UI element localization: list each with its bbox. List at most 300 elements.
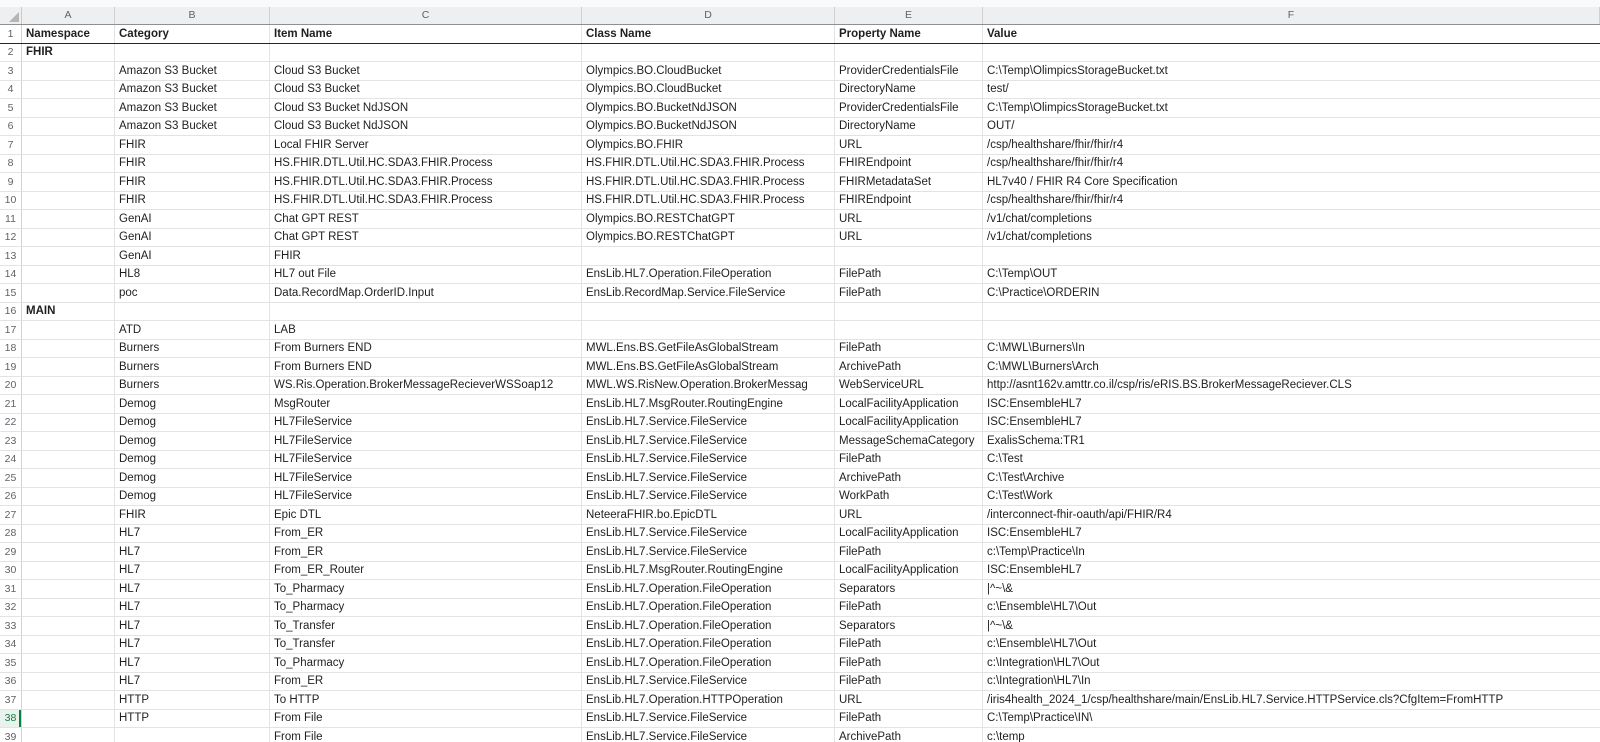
cell-F1[interactable]: Value [987, 27, 1018, 40]
cell-F18[interactable]: C:\MWL\Burners\In [987, 342, 1085, 355]
cell-B7[interactable]: FHIR [115, 136, 270, 154]
cell-B24[interactable]: Demog [115, 451, 270, 469]
table-row [0, 340, 1600, 359]
cell-C21[interactable]: MsgRouter [270, 395, 582, 413]
cell-C14[interactable]: HL7 out File [270, 266, 582, 284]
cell-D7[interactable]: Olympics.BO.FHIR [582, 136, 835, 154]
cell-C5[interactable]: Cloud S3 Bucket NdJSON [270, 99, 582, 117]
row-number[interactable]: 13 [0, 247, 22, 265]
cell-E30[interactable]: LocalFacilityApplication [835, 562, 983, 580]
cell-C32[interactable]: To_Pharmacy [270, 599, 582, 617]
table-row [0, 303, 1600, 322]
cell-E16[interactable] [835, 303, 983, 321]
table-row [0, 673, 1600, 692]
cell-A23[interactable] [22, 432, 115, 450]
cell-F23[interactable]: ExalisSchema:TR1 [987, 434, 1085, 447]
cell-B28[interactable]: HL7 [115, 525, 270, 543]
cell-B31[interactable]: HL7 [115, 580, 270, 598]
row-number[interactable]: 37 [0, 691, 22, 709]
cell-D20[interactable]: MWL.WS.RisNew.Operation.BrokerMessag [582, 377, 835, 395]
cell-E15[interactable]: FilePath [835, 284, 983, 302]
cell-F30[interactable]: ISC:EnsembleHL7 [987, 564, 1082, 577]
table-row [0, 728, 1600, 742]
cell-B33[interactable]: HL7 [115, 617, 270, 635]
row-number[interactable]: 9 [0, 173, 22, 191]
cell-A7[interactable] [22, 136, 115, 154]
cell-A24[interactable] [22, 451, 115, 469]
cell-C36[interactable]: From_ER [270, 673, 582, 691]
table-row [0, 358, 1600, 377]
cell-C1[interactable]: Item Name [270, 25, 582, 43]
cell-D8[interactable]: HS.FHIR.DTL.Util.HC.SDA3.FHIR.Process [582, 155, 835, 173]
row-number[interactable]: 29 [0, 543, 22, 561]
cell-D5[interactable]: Olympics.BO.BucketNdJSON [582, 99, 835, 117]
row-number[interactable]: 21 [0, 395, 22, 413]
row-number[interactable]: 1 [0, 25, 22, 43]
cell-A16[interactable]: MAIN [22, 303, 115, 321]
cell-F25[interactable]: C:\Test\Archive [987, 471, 1065, 484]
cell-F35[interactable]: c:\Integration\HL7\Out [987, 656, 1100, 669]
cell-C17[interactable]: LAB [270, 321, 582, 339]
row-number[interactable]: 7 [0, 136, 22, 154]
cell-D10[interactable]: HS.FHIR.DTL.Util.HC.SDA3.FHIR.Process [582, 192, 835, 210]
cell-C29[interactable]: From_ER [270, 543, 582, 561]
cell-F15[interactable]: C:\Practice\ORDERIN [987, 286, 1100, 299]
cell-C9[interactable]: HS.FHIR.DTL.Util.HC.SDA3.FHIR.Process [270, 173, 582, 191]
cell-E34[interactable]: FilePath [835, 636, 983, 654]
cell-F17[interactable] [983, 321, 1600, 339]
cell-B35[interactable]: HL7 [115, 654, 270, 672]
cell-C23[interactable]: HL7FileService [270, 432, 582, 450]
cell-D4[interactable]: Olympics.BO.CloudBucket [582, 81, 835, 99]
column-header-F[interactable]: F [983, 7, 1600, 24]
table-row [0, 81, 1600, 100]
cell-F11[interactable]: /v1/chat/completions [987, 212, 1092, 225]
row-number[interactable]: 24 [0, 451, 22, 469]
cell-B9[interactable]: FHIR [115, 173, 270, 191]
cell-C27[interactable]: Epic DTL [270, 506, 582, 524]
cell-C28[interactable]: From_ER [270, 525, 582, 543]
cell-D30[interactable]: EnsLib.HL7.MsgRouter.RoutingEngine [582, 562, 835, 580]
cell-F3[interactable]: C:\Temp\OlimpicsStorageBucket.txt [987, 64, 1168, 77]
row-number[interactable]: 22 [0, 414, 22, 432]
cell-A20[interactable] [22, 377, 115, 395]
cell-D35[interactable]: EnsLib.HL7.Operation.FileOperation [582, 654, 835, 672]
cell-E19[interactable]: ArchivePath [835, 358, 983, 376]
cell-B38[interactable]: HTTP [115, 710, 270, 728]
cell-E18[interactable]: FilePath [835, 340, 983, 358]
cell-C3[interactable]: Cloud S3 Bucket [270, 62, 582, 80]
row-number[interactable]: 6 [0, 118, 22, 136]
cell-C30[interactable]: From_ER_Router [270, 562, 582, 580]
row-number[interactable]: 17 [0, 321, 22, 339]
cell-F7[interactable]: /csp/healthshare/fhir/fhir/r4 [987, 138, 1124, 151]
cell-A30[interactable] [22, 562, 115, 580]
cell-F16[interactable] [983, 303, 1600, 321]
cell-E25[interactable]: ArchivePath [835, 469, 983, 487]
cell-D33[interactable]: EnsLib.HL7.Operation.FileOperation [582, 617, 835, 635]
cell-F31[interactable]: |^~\& [987, 582, 1013, 595]
column-header-A[interactable]: A [22, 7, 115, 24]
cell-A29[interactable] [22, 543, 115, 561]
cell-E35[interactable]: FilePath [835, 654, 983, 672]
cell-C34[interactable]: To_Transfer [270, 636, 582, 654]
cell-F27[interactable]: /interconnect-fhir-oauth/api/FHIR/R4 [987, 508, 1172, 521]
cell-C31[interactable]: To_Pharmacy [270, 580, 582, 598]
cell-C38[interactable]: From File [270, 710, 582, 728]
cell-A17[interactable] [22, 321, 115, 339]
cell-D28[interactable]: EnsLib.HL7.Service.FileService [582, 525, 835, 543]
cell-A22[interactable] [22, 414, 115, 432]
cell-C24[interactable]: HL7FileService [270, 451, 582, 469]
row-number[interactable]: 27 [0, 506, 22, 524]
row-number[interactable]: 31 [0, 580, 22, 598]
row-number[interactable]: 15 [0, 284, 22, 302]
cell-E26[interactable]: WorkPath [835, 488, 983, 506]
cell-D39[interactable]: EnsLib.HL7.Service.FileService [582, 728, 835, 742]
cell-F2[interactable] [983, 44, 1600, 62]
cell-A15[interactable] [22, 284, 115, 302]
cell-E32[interactable]: FilePath [835, 599, 983, 617]
column-header-D[interactable]: D [582, 7, 835, 24]
cell-F10[interactable]: /csp/healthshare/fhir/fhir/r4 [987, 194, 1124, 207]
cell-D23[interactable]: EnsLib.HL7.Service.FileService [582, 432, 835, 450]
cell-E20[interactable]: WebServiceURL [835, 377, 983, 395]
cell-D34[interactable]: EnsLib.HL7.Operation.FileOperation [582, 636, 835, 654]
cell-C19[interactable]: From Burners END [270, 358, 582, 376]
cell-E39[interactable]: ArchivePath [835, 728, 983, 742]
cell-A35[interactable] [22, 654, 115, 672]
cell-D21[interactable]: EnsLib.HL7.MsgRouter.RoutingEngine [582, 395, 835, 413]
cell-D2[interactable] [582, 44, 835, 62]
cell-A13[interactable] [22, 247, 115, 265]
cell-A5[interactable] [22, 99, 115, 117]
cell-A6[interactable] [22, 118, 115, 136]
cell-F33[interactable]: |^~\& [987, 619, 1013, 632]
cell-A31[interactable] [22, 580, 115, 598]
select-all-corner[interactable] [0, 7, 22, 24]
row-number[interactable]: 11 [0, 210, 22, 228]
cell-B3[interactable]: Amazon S3 Bucket [115, 62, 270, 80]
cell-B14[interactable]: HL8 [115, 266, 270, 284]
cell-D11[interactable]: Olympics.BO.RESTChatGPT [582, 210, 835, 228]
cell-F32[interactable]: c:\Ensemble\HL7\Out [987, 601, 1097, 614]
cell-C25[interactable]: HL7FileService [270, 469, 582, 487]
cell-B2[interactable] [115, 44, 270, 62]
cell-E11[interactable]: URL [835, 210, 983, 228]
cell-F21[interactable]: ISC:EnsembleHL7 [987, 397, 1082, 410]
cell-E10[interactable]: FHIREndpoint [835, 192, 983, 210]
row-number[interactable]: 30 [0, 562, 22, 580]
cell-B26[interactable]: Demog [115, 488, 270, 506]
cell-B32[interactable]: HL7 [115, 599, 270, 617]
table-row [0, 451, 1600, 470]
cell-D27[interactable]: NeteeraFHIR.bo.EpicDTL [582, 506, 835, 524]
cell-D37[interactable]: EnsLib.HL7.Operation.HTTPOperation [582, 691, 835, 709]
cell-E17[interactable] [835, 321, 983, 339]
cell-E37[interactable]: URL [835, 691, 983, 709]
cell-B25[interactable]: Demog [115, 469, 270, 487]
cell-B34[interactable]: HL7 [115, 636, 270, 654]
table-row [0, 562, 1600, 581]
cell-C7[interactable]: Local FHIR Server [270, 136, 582, 154]
row-number[interactable]: 36 [0, 673, 22, 691]
cell-D3[interactable]: Olympics.BO.CloudBucket [582, 62, 835, 80]
column-header-B[interactable]: B [115, 7, 270, 24]
cell-E14[interactable]: FilePath [835, 266, 983, 284]
cell-D15[interactable]: EnsLib.RecordMap.Service.FileService [582, 284, 835, 302]
cell-C15[interactable]: Data.RecordMap.OrderID.Input [270, 284, 582, 302]
table-row [0, 25, 1600, 44]
cell-F14[interactable]: C:\Temp\OUT [987, 268, 1058, 281]
table-row [0, 636, 1600, 655]
cell-B21[interactable]: Demog [115, 395, 270, 413]
row-number[interactable]: 18 [0, 340, 22, 358]
cell-B10[interactable]: FHIR [115, 192, 270, 210]
cell-D29[interactable]: EnsLib.HL7.Service.FileService [582, 543, 835, 561]
cell-F28[interactable]: ISC:EnsembleHL7 [987, 527, 1082, 540]
cell-F26[interactable]: C:\Test\Work [987, 490, 1053, 503]
cell-C16[interactable] [270, 303, 582, 321]
cell-C20[interactable]: WS.Ris.Operation.BrokerMessageRecieverWSSoap12 [270, 377, 582, 395]
row-number[interactable]: 33 [0, 617, 22, 635]
cell-F19[interactable]: C:\MWL\Burners\Arch [987, 360, 1099, 373]
cell-A3[interactable] [22, 62, 115, 80]
cell-C22[interactable]: HL7FileService [270, 414, 582, 432]
table-row [0, 377, 1600, 396]
cell-D19[interactable]: MWL.Ens.BS.GetFileAsGlobalStream [582, 358, 835, 376]
cell-B17[interactable]: ATD [115, 321, 270, 339]
cell-B20[interactable]: Burners [115, 377, 270, 395]
cell-C2[interactable] [270, 44, 582, 62]
cell-D24[interactable]: EnsLib.HL7.Service.FileService [582, 451, 835, 469]
cell-E3[interactable]: ProviderCredentialsFile [835, 62, 983, 80]
row-number[interactable]: 5 [0, 99, 22, 117]
cell-D17[interactable] [582, 321, 835, 339]
row-number[interactable]: 23 [0, 432, 22, 450]
cell-F36[interactable]: c:\Integration\HL7\In [987, 675, 1091, 688]
table-row [0, 710, 1600, 729]
cell-B4[interactable]: Amazon S3 Bucket [115, 81, 270, 99]
cell-A18[interactable] [22, 340, 115, 358]
row-number[interactable]: 8 [0, 155, 22, 173]
cell-C39[interactable]: From File [270, 728, 582, 742]
cell-D16[interactable] [582, 303, 835, 321]
cell-A38[interactable] [22, 710, 115, 728]
cell-B13[interactable]: GenAI [115, 247, 270, 265]
cell-B29[interactable]: HL7 [115, 543, 270, 561]
cell-A19[interactable] [22, 358, 115, 376]
cell-E2[interactable] [835, 44, 983, 62]
row-number[interactable]: 26 [0, 488, 22, 506]
cell-A33[interactable] [22, 617, 115, 635]
cell-A11[interactable] [22, 210, 115, 228]
row-number[interactable]: 39 [0, 728, 22, 742]
cell-F22[interactable]: ISC:EnsembleHL7 [987, 416, 1082, 429]
cell-C6[interactable]: Cloud S3 Bucket NdJSON [270, 118, 582, 136]
select-all-triangle-icon [9, 12, 19, 22]
row-number[interactable]: 16 [0, 303, 22, 321]
cell-C26[interactable]: HL7FileService [270, 488, 582, 506]
cell-E12[interactable]: URL [835, 229, 983, 247]
cell-E4[interactable]: DirectoryName [835, 81, 983, 99]
cell-A32[interactable] [22, 599, 115, 617]
cell-B5[interactable]: Amazon S3 Bucket [115, 99, 270, 117]
cell-C18[interactable]: From Burners END [270, 340, 582, 358]
cell-F12[interactable]: /v1/chat/completions [987, 231, 1092, 244]
cell-A2[interactable]: FHIR [22, 44, 115, 62]
cell-A1[interactable]: Namespace [22, 25, 115, 43]
cell-A36[interactable] [22, 673, 115, 691]
cell-F4[interactable]: test/ [987, 83, 1009, 96]
row-number[interactable]: 10 [0, 192, 22, 210]
cell-A28[interactable] [22, 525, 115, 543]
row-number[interactable]: 2 [0, 44, 22, 62]
row-number[interactable]: 12 [0, 229, 22, 247]
cell-A14[interactable] [22, 266, 115, 284]
cell-F39[interactable]: c:\temp [987, 730, 1025, 742]
cell-E1[interactable]: Property Name [835, 25, 983, 43]
cell-C12[interactable]: Chat GPT REST [270, 229, 582, 247]
cell-C13[interactable]: FHIR [270, 247, 582, 265]
cell-E13[interactable] [835, 247, 983, 265]
cell-B30[interactable]: HL7 [115, 562, 270, 580]
row-number[interactable]: 28 [0, 525, 22, 543]
cell-E5[interactable]: ProviderCredentialsFile [835, 99, 983, 117]
column-header-E[interactable]: E [835, 7, 983, 24]
cell-E29[interactable]: FilePath [835, 543, 983, 561]
row-number[interactable]: 3 [0, 62, 22, 80]
cell-B36[interactable]: HL7 [115, 673, 270, 691]
column-header-C[interactable]: C [270, 7, 582, 24]
cell-C37[interactable]: To HTTP [270, 691, 582, 709]
cell-B22[interactable]: Demog [115, 414, 270, 432]
cell-D13[interactable] [582, 247, 835, 265]
cell-E22[interactable]: LocalFacilityApplication [835, 414, 983, 432]
cell-D32[interactable]: EnsLib.HL7.Operation.FileOperation [582, 599, 835, 617]
cell-F13[interactable] [983, 247, 1600, 265]
cell-E36[interactable]: FilePath [835, 673, 983, 691]
cell-A9[interactable] [22, 173, 115, 191]
cell-B37[interactable]: HTTP [115, 691, 270, 709]
cell-F37[interactable]: /iris4health_2024_1/csp/healthshare/main/EnsLib.HL7.Service.HTTPService.cls?CfgItem=FromHTTP [987, 693, 1504, 706]
cell-D6[interactable]: Olympics.BO.BucketNdJSON [582, 118, 835, 136]
cell-E7[interactable]: URL [835, 136, 983, 154]
cell-D14[interactable]: EnsLib.HL7.Operation.FileOperation [582, 266, 835, 284]
cell-C11[interactable]: Chat GPT REST [270, 210, 582, 228]
cell-E23[interactable]: MessageSchemaCategory [835, 432, 983, 450]
cell-E31[interactable]: Separators [835, 580, 983, 598]
row-number[interactable]: 32 [0, 599, 22, 617]
cell-A8[interactable] [22, 155, 115, 173]
cell-C8[interactable]: HS.FHIR.DTL.Util.HC.SDA3.FHIR.Process [270, 155, 582, 173]
cell-E21[interactable]: LocalFacilityApplication [835, 395, 983, 413]
cell-E24[interactable]: FilePath [835, 451, 983, 469]
cell-D31[interactable]: EnsLib.HL7.Operation.FileOperation [582, 580, 835, 598]
cell-D38[interactable]: EnsLib.HL7.Service.FileService [582, 710, 835, 728]
cell-B11[interactable]: GenAI [115, 210, 270, 228]
cell-F29[interactable]: c:\Temp\Practice\In [987, 545, 1085, 558]
cell-F9[interactable]: HL7v40 / FHIR R4 Core Specification [987, 175, 1178, 188]
cell-D25[interactable]: EnsLib.HL7.Service.FileService [582, 469, 835, 487]
cell-A26[interactable] [22, 488, 115, 506]
cell-B8[interactable]: FHIR [115, 155, 270, 173]
cell-F8[interactable]: /csp/healthshare/fhir/fhir/r4 [987, 157, 1124, 170]
cell-E8[interactable]: FHIREndpoint [835, 155, 983, 173]
cell-B27[interactable]: FHIR [115, 506, 270, 524]
cell-D22[interactable]: EnsLib.HL7.Service.FileService [582, 414, 835, 432]
cell-A12[interactable] [22, 229, 115, 247]
row-number[interactable]: 34 [0, 636, 22, 654]
cell-E6[interactable]: DirectoryName [835, 118, 983, 136]
cell-D1[interactable]: Class Name [582, 25, 835, 43]
cell-A37[interactable] [22, 691, 115, 709]
cell-A34[interactable] [22, 636, 115, 654]
cell-E28[interactable]: LocalFacilityApplication [835, 525, 983, 543]
table-row [0, 62, 1600, 81]
row-number[interactable]: 35 [0, 654, 22, 672]
cell-E27[interactable]: URL [835, 506, 983, 524]
row-number[interactable]: 20 [0, 377, 22, 395]
cell-C33[interactable]: To_Transfer [270, 617, 582, 635]
top-strip [0, 0, 1600, 7]
cell-E38[interactable]: FilePath [835, 710, 983, 728]
cell-F5[interactable]: C:\Temp\OlimpicsStorageBucket.txt [987, 101, 1168, 114]
cell-D12[interactable]: Olympics.BO.RESTChatGPT [582, 229, 835, 247]
cell-A21[interactable] [22, 395, 115, 413]
cell-B19[interactable]: Burners [115, 358, 270, 376]
cell-E9[interactable]: FHIRMetadataSet [835, 173, 983, 191]
cell-C10[interactable]: HS.FHIR.DTL.Util.HC.SDA3.FHIR.Process [270, 192, 582, 210]
cell-B39[interactable] [115, 728, 270, 742]
table-row [0, 395, 1600, 414]
cell-C4[interactable]: Cloud S3 Bucket [270, 81, 582, 99]
row-number[interactable]: 38 [0, 710, 22, 728]
table-row [0, 136, 1600, 155]
row-number[interactable]: 19 [0, 358, 22, 376]
cell-B23[interactable]: Demog [115, 432, 270, 450]
cell-E33[interactable]: Separators [835, 617, 983, 635]
row-number[interactable]: 25 [0, 469, 22, 487]
table-row [0, 543, 1600, 562]
cell-B12[interactable]: GenAI [115, 229, 270, 247]
cell-D26[interactable]: EnsLib.HL7.Service.FileService [582, 488, 835, 506]
cell-D9[interactable]: HS.FHIR.DTL.Util.HC.SDA3.FHIR.Process [582, 173, 835, 191]
cell-F6[interactable]: OUT/ [987, 120, 1015, 133]
cell-B6[interactable]: Amazon S3 Bucket [115, 118, 270, 136]
cell-A27[interactable] [22, 506, 115, 524]
row-number[interactable]: 4 [0, 81, 22, 99]
cell-F38[interactable]: C:\Temp\Practice\IN\ [987, 712, 1093, 725]
cell-A39[interactable] [22, 728, 115, 742]
cell-F20[interactable]: http://asnt162v.amttr.co.il/csp/ris/eRIS.BS.BrokerMessageReciever.CLS [987, 379, 1352, 392]
cell-F34[interactable]: c:\Ensemble\HL7\Out [987, 638, 1097, 651]
cell-A4[interactable] [22, 81, 115, 99]
cell-B16[interactable] [115, 303, 270, 321]
cell-B1[interactable]: Category [115, 25, 270, 43]
cell-A10[interactable] [22, 192, 115, 210]
cell-F24[interactable]: C:\Test [987, 453, 1023, 466]
table-row [0, 118, 1600, 137]
cell-D36[interactable]: EnsLib.HL7.Service.FileService [582, 673, 835, 691]
cell-D18[interactable]: MWL.Ens.BS.GetFileAsGlobalStream [582, 340, 835, 358]
table-row [0, 321, 1600, 340]
cell-B15[interactable]: poc [115, 284, 270, 302]
row-number[interactable]: 14 [0, 266, 22, 284]
cell-C35[interactable]: To_Pharmacy [270, 654, 582, 672]
cell-A25[interactable] [22, 469, 115, 487]
cell-B18[interactable]: Burners [115, 340, 270, 358]
